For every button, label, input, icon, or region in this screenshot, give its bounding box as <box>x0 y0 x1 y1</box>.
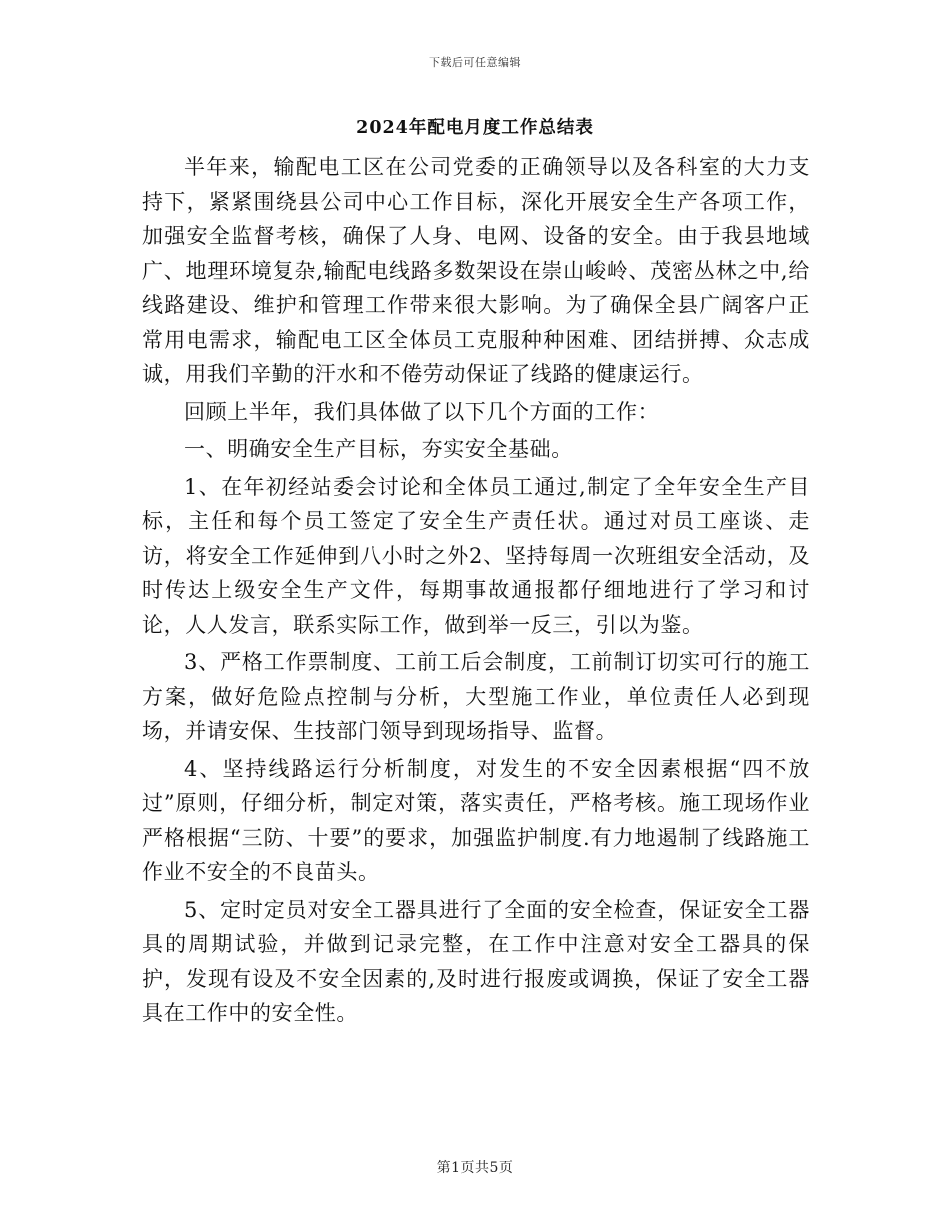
paragraph-review: 回顾上半年，我们具体做了以下几个方面的工作： <box>184 399 660 424</box>
paragraph-item-1-2: 1、在年初经站委会讨论和全体员工通过,制定了全年安全生产目标，主任和每个员工签定了安全生产责任状。通过对员工座谈、走访，将安全工作延伸到八小时之外2、坚持每周一次班组安全活动，及时传达上级安全生产文件，每期事故通报都仔细地进行了学习和讨论，人人发言，联系实际工作，做到举一反三，引以为鉴。 <box>142 474 810 637</box>
page-indicator: 第1页共5页 <box>436 1160 514 1176</box>
section-heading-1: 一、明确安全生产目标，夯实安全基础。 <box>184 437 573 461</box>
document-body <box>142 150 810 1034</box>
paragraph-intro: 半年来，输配电工区在公司党委的正确领导以及各科室的大力支持下，紧紧围绕县公司中心工作目标，深化开展安全生产各项工作，加强安全监督考核，确保了人身、电网、设备的安全。由于我县地域广、地理环境复杂,输配电线路多数架设在崇山峻岭、茂密丛林之中,给线路建设、维护和管理工作带来很大影响。为了确保全县广阔客户正常用电需求，输配电工区全体员工克服种种困难、团结拼搏、众志成诚，用我们辛勤的汗水和不倦劳动保证了线路的健康运行。 <box>142 155 810 386</box>
paragraph-item-4: 4、坚持线路运行分析制度，对发生的不安全因素根据“四不放过”原则，仔细分析，制定对策，落实责任，严格考核。施工现场作业严格根据“三防、十要”的要求，加强监护制度.有力地遏制了线路施工作业不安全的不良苗头。 <box>142 756 810 884</box>
header-note: 下载后可任意编辑 <box>429 56 521 69</box>
paragraph-item-3: 3、严格工作票制度、工前工后会制度，工前制订切实可行的施工方案，做好危险点控制与分析，大型施工作业，单位责任人必到现场，并请安保、生技部门领导到现场指导、监督。 <box>142 650 810 743</box>
document-title: 2024年配电月度工作总结表 <box>356 118 594 138</box>
paragraph-item-5: 5、定时定员对安全工器具进行了全面的安全检查，保证安全工器具的周期试验，并做到记录完整，在工作中注意对安全工器具的保护，发现有设及不安全因素的,及时进行报废或调换，保证了安全工器具在工作中的安全性。 <box>142 897 810 1025</box>
